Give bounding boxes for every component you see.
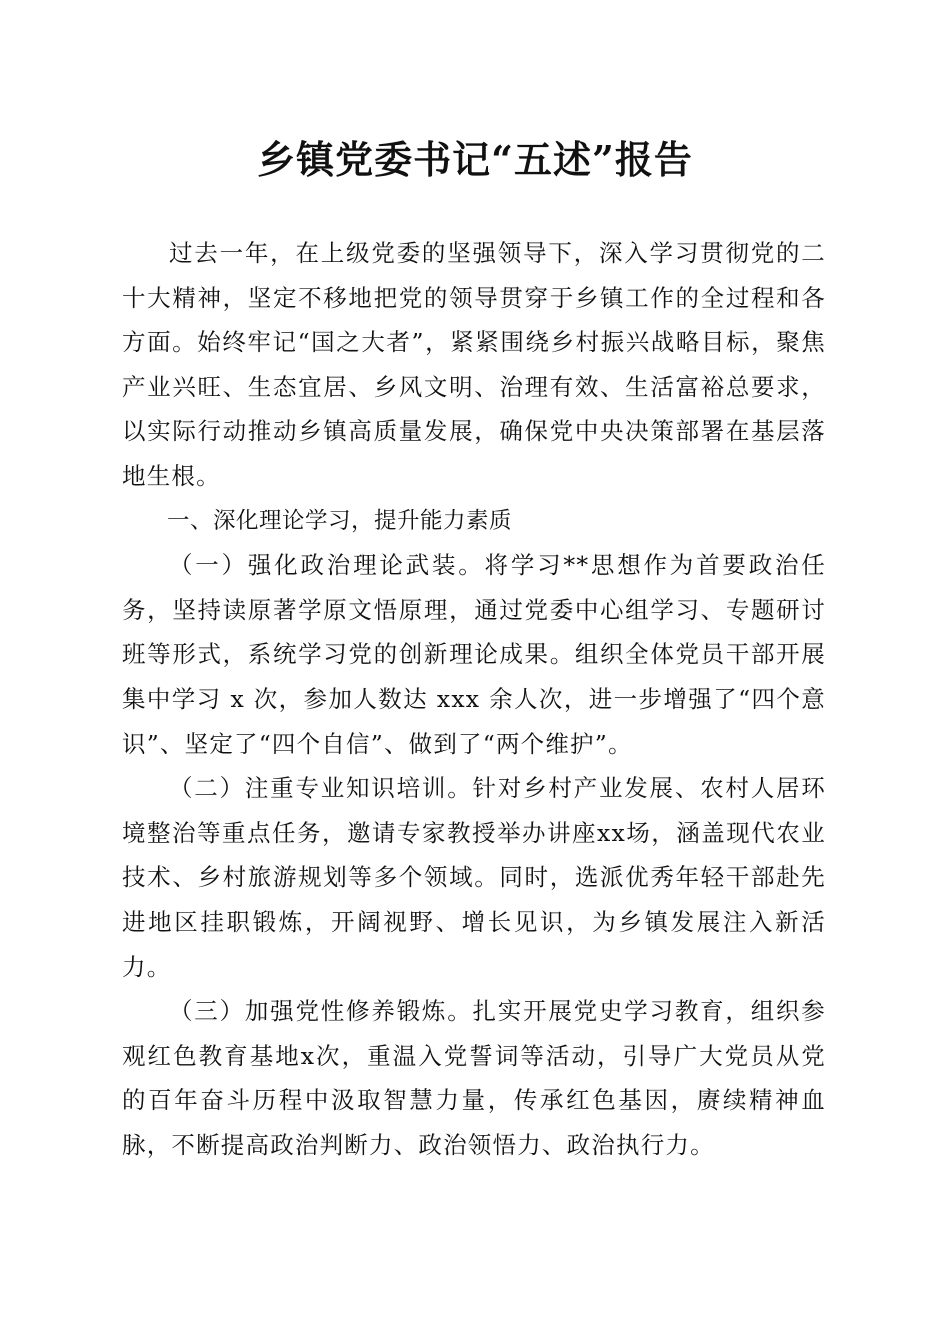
subsection-lead-2: （二）注重专业知识培训。 bbox=[169, 774, 473, 803]
subsection-text-2: 针对乡村产业发展、农村人居环境整治等重点任务，邀请专家教授举办讲座xx场，涵盖现代农业技术、乡村旅游规划等多个领域。同时，选派优秀年轻干部赴先进地区挂职锻炼，开阔视野、增长见识，为乡镇发展注入新活力。 bbox=[122, 774, 826, 981]
subsection-paragraph-2 bbox=[122, 766, 826, 989]
intro-paragraph: 过去一年，在上级党委的坚强领导下，深入学习贯彻党的二十大精神，坚定不移地把党的领导贯穿于乡镇工作的全过程和各方面。始终牢记“国之大者”，紧紧围绕乡村振兴战略目标，聚焦产业兴旺、生态宜居、乡风文明、治理有效、生活富裕总要求，以实际行动推动乡镇高质量发展，确保党中央决策部署在基层落地生根。 bbox=[122, 239, 826, 490]
subsection-text-1: 将学习**思想作为首要政治任务，坚持读原著学原文悟原理，通过党委中心组学习、专题研讨班等形式，系统学习党的创新理论成果。组织全体党员干部开展集中学习 x 次，参加人数达 xxx 余人次，进一步增强了“四个意识”、坚定了“四个自信”、做到了“两个维护”。 bbox=[122, 551, 826, 758]
subsection-lead-1: （一）强化政治理论武装。 bbox=[169, 551, 485, 580]
subsection-lead-3: （三）加强党性修养锻炼。 bbox=[169, 997, 473, 1026]
document-title: 乡镇党委书记“五述”报告 bbox=[257, 137, 693, 182]
subsection-text-3: 扎实开展党史学习教育，组织参观红色教育基地x次，重温入党誓词等活动，引导广大党员从党的百年奋斗历程中汲取智慧力量，传承红色基因，赓续精神血脉，不断提高政治判断力、政治领悟力、政治执行力。 bbox=[122, 997, 826, 1159]
subsection-paragraph-3 bbox=[122, 989, 826, 1167]
document-body bbox=[122, 231, 826, 1167]
section-heading: 一、深化理论学习，提升能力素质 bbox=[167, 507, 513, 534]
subsection-paragraph-1 bbox=[122, 543, 826, 766]
